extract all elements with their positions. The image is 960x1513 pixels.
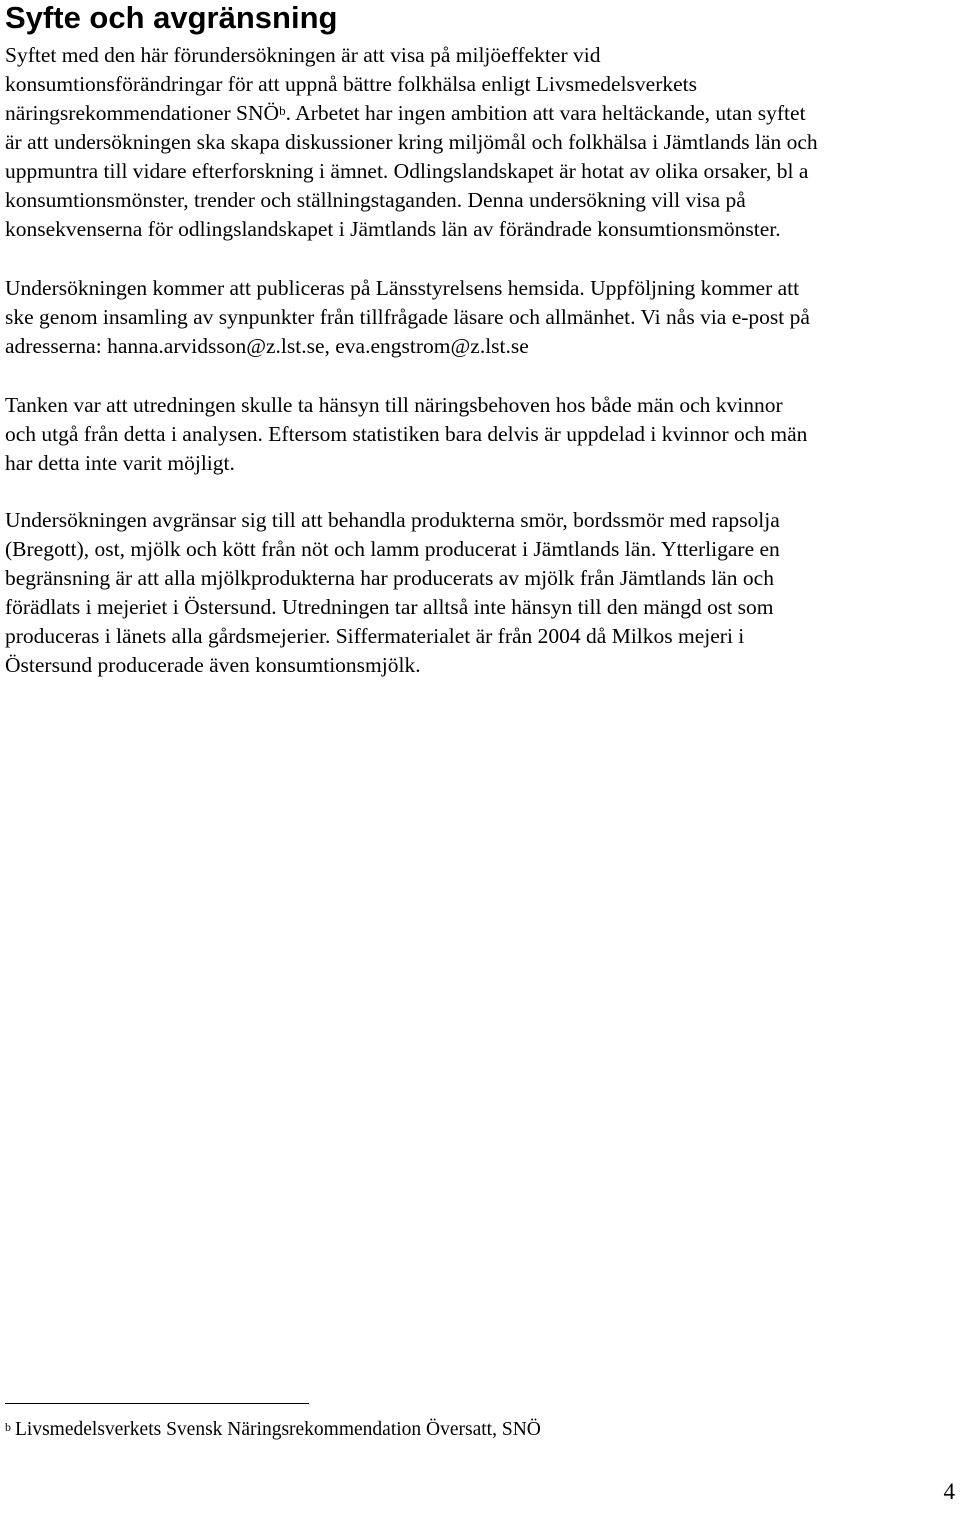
text-line: Tanken var att utredningen skulle ta hänsyn till näringsbehoven hos både män och kvinnor [5,393,783,417]
text-line: förädlats i mejeriet i Östersund. Utredningen tar alltså inte hänsyn till den mängd ost som [5,595,774,619]
text-line: adresserna: hanna.arvidsson@z.lst.se, eva.engstrom@z.lst.se [5,334,529,358]
page-number: 4 [943,1479,955,1504]
text-line: är att undersökningen ska skapa diskussioner kring miljömål och folkhälsa i Jämtlands län och [5,130,818,154]
paragraph-purpose [5,41,955,244]
paragraph-delimitation [5,506,955,680]
text-line: Östersund producerade även konsumtionsmjölk. [5,653,421,677]
text-line: (Bregott), ost, mjölk och kött från nöt och lamm producerat i Jämtlands län. Ytterligare en [5,537,780,561]
text-line: Undersökningen avgränsar sig till att behandla produkterna smör, bordssmör med rapsolja [5,508,780,532]
text-line: Syftet med den här förundersökningen är att visa på miljöeffekter vid [5,43,601,67]
text-segment: . Arbetet har ingen ambition att vara heltäckande, utan syftet [285,101,806,125]
footnote-marker: b [5,1420,11,1434]
text-line: har detta inte varit möjligt. [5,451,235,475]
section-heading: Syfte och avgränsning [5,0,338,35]
text-line: ske genom insamling av synpunkter från tillfrågade läsare och allmänhet. Vi nås via e-post på [5,305,810,329]
footnote-divider [5,1403,309,1404]
text-line [5,99,955,128]
text-line: begränsning är att alla mjölkprodukterna har producerats av mjölk från Jämtlands län och [5,566,774,590]
footnote-reference: b [279,103,286,118]
text-line: uppmuntra till vidare efterforskning i ämnet. Odlingslandskapet är hotat av olika orsaker, bl a [5,159,809,183]
paragraph-publication [5,274,955,361]
text-line: konsekvenserna för odlingslandskapet i Jämtlands län av förändrade konsumtionsmönster. [5,217,781,241]
footnote-text: Livsmedelsverkets Svensk Näringsrekommendation Översatt, SNÖ [15,1419,541,1440]
footnote [5,1415,541,1444]
text-line: Undersökningen kommer att publiceras på Länsstyrelsens hemsida. Uppföljning kommer att [5,276,800,300]
text-segment: näringsrekommendationer SNÖ [5,101,280,125]
paragraph-gender [5,391,955,478]
text-line: och utgå från detta i analysen. Eftersom statistiken bara delvis är uppdelad i kvinnor och män [5,422,808,446]
text-line: produceras i länets alla gårdsmejerier. Siffermaterialet är från 2004 då Milkos mejeri i [5,624,745,648]
text-line: konsumtionsmönster, trender och ställningstaganden. Denna undersökning vill visa på [5,188,746,212]
text-line: konsumtionsförändringar för att uppnå bättre folkhälsa enligt Livsmedelsverkets [5,72,697,96]
